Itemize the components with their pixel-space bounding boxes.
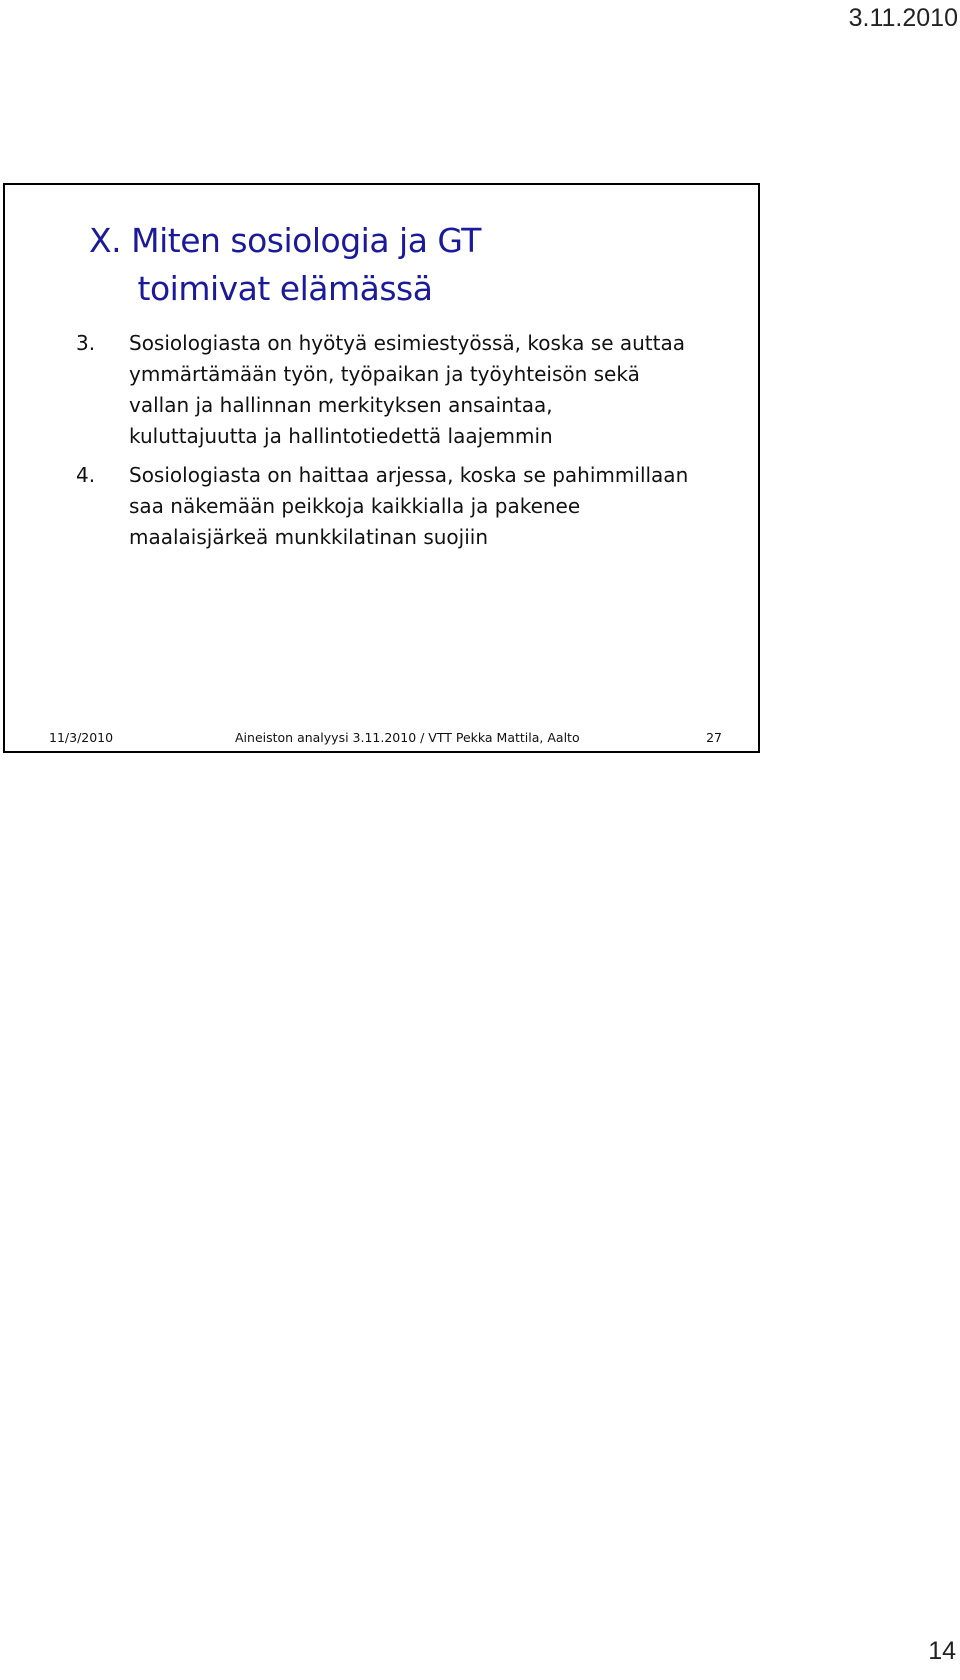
bullet-text-line: maalaisjärkeä munkkilatinan suojiin: [129, 525, 489, 549]
bullet-text-line: Sosiologiasta on haittaa arjessa, koska se pahimmillaan: [129, 463, 689, 487]
slide-title-line: X. Miten sosiologia ja GT: [89, 221, 481, 260]
bullet-text-line: vallan ja hallinnan merkityksen ansaintaa,: [129, 393, 553, 417]
slide-title-line: toimivat elämässä: [137, 269, 433, 308]
bullet-text-line: ymmärtämään työn, työpaikan ja työyhteisön sekä: [129, 362, 640, 386]
footer-slide-number: 27: [706, 730, 722, 745]
footer-date: 11/3/2010: [49, 730, 114, 745]
footer-presentation-info: Aineiston analyysi 3.11.2010 / VTT Pekka Mattila, Aalto: [235, 730, 580, 745]
bullet-text-line: Sosiologiasta on hyötyä esimiestyössä, koska se auttaa: [129, 331, 685, 355]
page-number: 14: [928, 1637, 956, 1665]
bullet-number: 3.: [76, 331, 96, 355]
bullet-item: [5, 328, 755, 452]
bullet-item: [5, 460, 755, 553]
bullet-text-line: kuluttajuutta ja hallintotiedettä laajemmin: [129, 424, 553, 448]
slide: [3, 183, 760, 753]
bullet-text-line: saa näkemään peikkoja kaikkialla ja pakenee: [129, 494, 581, 518]
bullet-number: 4.: [76, 463, 96, 487]
slide-title: [65, 217, 505, 313]
slide-footer: [5, 727, 758, 749]
bullet-list: [5, 328, 755, 561]
page-header-date: 3.11.2010: [848, 4, 958, 32]
